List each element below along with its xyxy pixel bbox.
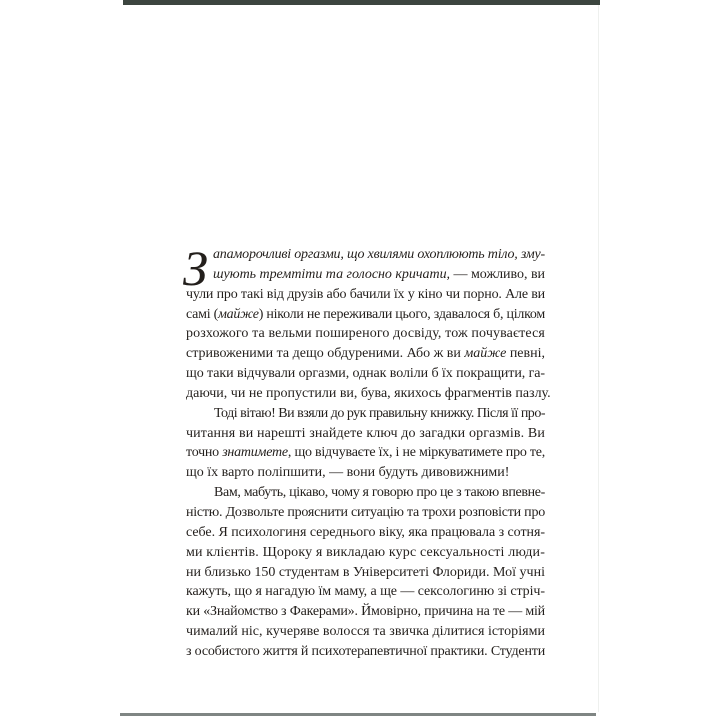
text-line: стривоженими та дещо обдуреними. Або ж ви майже певні, [186,346,545,362]
text-line: ни близько 150 студентам в Університеті Флориди. Мої учні [186,564,545,580]
text-line: читання ви нарешті знайдете ключ до загадки оргазмів. Ви [186,425,545,441]
text-line: з особистого життя й психотерапевтичної практики. Студенти [186,643,545,659]
text-line: даючи, чи не пропустили ви, бува, якихось фрагментів пазлу. [186,385,551,401]
book-page [120,0,600,720]
text-line: самі (майже) ніколи не переживали цього, здавалося б, цілком [186,306,545,322]
drop-cap: З [183,240,208,296]
text-line: кажуть, що я нагадую їм маму, а ще — сексологиню зі стріч- [186,584,545,600]
text-line: розхожого та вельми поширеного досвіду, тож почуваєтеся [186,326,545,342]
text-line: себе. Я психологиня середнього віку, яка працювала з сотня- [186,524,545,540]
text-line: шують тремтіти та голосно кричати, — можливо, ви [213,266,545,282]
text-line: чули про такі від друзів або бачили їх у кіно чи порно. Але ви [186,286,545,302]
text-line: ки «Знайомство з Факерами». Ймовірно, причина на те — мій [186,604,545,620]
text-line: Вам, мабуть, цікаво, чому я говорю про це з такою впевне- [214,485,545,501]
text-line: Тоді вітаю! Ви взяли до рук правильну книжку. Після її про- [214,405,545,421]
text-line: ми клієнтів. Щороку я викладаю курс сексуальності люди- [186,544,546,560]
top-page-edge [123,0,600,5]
bottom-page-edge [120,713,596,716]
text-line: чималий ніс, кучеряве волосся та звичка ділитися історіями [186,624,545,640]
text-line: що таки відчували оргазми, однак воліли б їх покращити, га- [186,366,545,382]
text-line: ністю. Дозвольте прояснити ситуацію та трохи розповісти про [186,504,545,520]
right-page-edge [598,5,599,712]
text-line: точно знатимете, що відчуваєте їх, і не міркуватимете про те, [186,445,545,461]
text-line: що їх варто поліпшити, — вони будуть дивовижними! [186,465,510,481]
page-text [183,240,551,662]
text-line: апаморочливі оргазми, що хвилями охоплюють тіло, зму- [213,247,545,262]
